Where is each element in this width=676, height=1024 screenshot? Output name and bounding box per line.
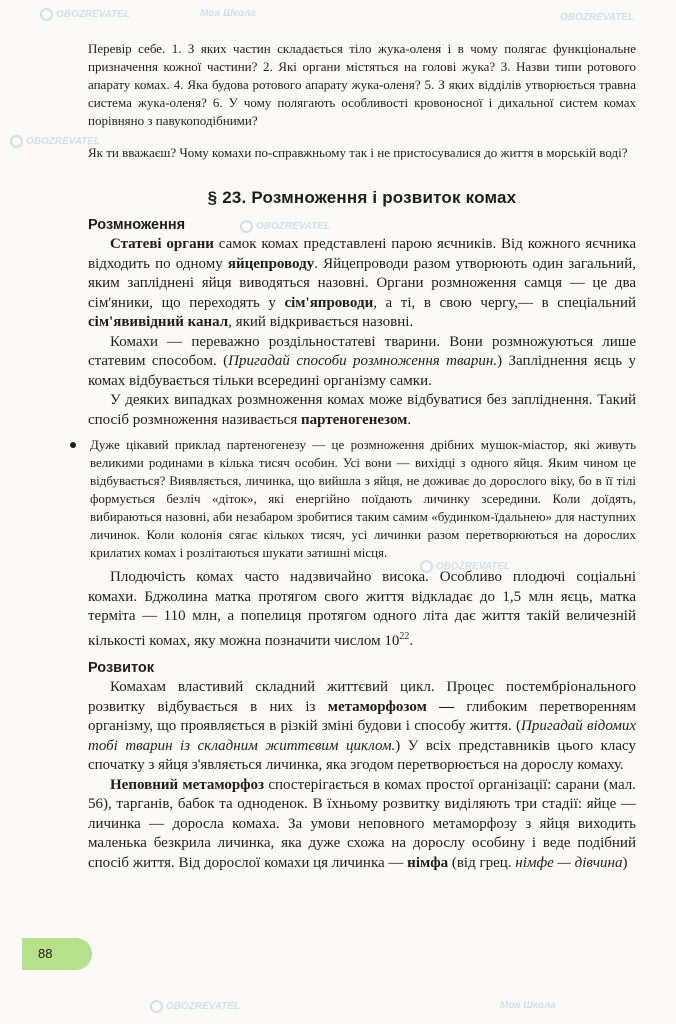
heading-reproduction: Розмноження bbox=[88, 217, 186, 233]
section-title: § 23. Розмноження і розвиток комах bbox=[207, 188, 517, 207]
watermark: OBOZREVATEL bbox=[10, 135, 100, 148]
paragraph: У деяких випадках розмноження комах може відбуватися без запліднення. Такий спосіб розмноження називається партеногенезом. bbox=[88, 392, 636, 428]
watermark: OBOZREVATEL bbox=[40, 8, 130, 21]
paragraph: Комахи — переважно роздільностатеві тварини. Вони розмножуються лише статевим способом. (Пригадай способи розмноження тварин.) Запліднення яєць у комах відбувається тільки всередині організму самки. bbox=[88, 333, 637, 389]
watermark: OBOZREVATEL bbox=[420, 560, 510, 573]
watermark: OBOZREVATEL bbox=[560, 12, 635, 23]
heading-development: Розвиток bbox=[88, 660, 155, 676]
paragraph: Статеві органи самок комах представлені парою яєчників. Від кожного яєчника відходить по одному яйцепроводу. Яйцепроводи разом утворюють один загальний, яким запліднені яйця виводяться назовні. Органи розмноження самця — це два сім'яники, що переходять у сім'япроводи, а ті, в свою чергу,— в спеціальний сім'явивідний канал, який відкривається назовні. bbox=[88, 236, 637, 330]
paragraph: Комахам властивий складний життєвий цикл. Процес постембріонального розвитку відбувається в них із метаморфозом — глибоким перетворенням організму, що проявляється в різкій зміні будови і способу життя. (Пригадай відомих тобі тварин із складним життєвим циклом.) У всіх представників цього класу спочатку з яйця з'являється личинка, яка згодом перетворюється на дорослу комаху. bbox=[88, 679, 636, 773]
watermark-logo-icon bbox=[40, 8, 53, 21]
self-check-questions: Перевір себе. 1. З яких частин складається тіло жука-оленя і в чому полягає функціональне призначення кожної частини? 2. Які органи містяться на голові жука? 3. Назви типи ротового апарату комах. 4. Яка будова ротового апарату жука-оленя? 5. З яких відділів утворюється травна система жука-оленя? 6. У чому полягають особливості кровоносної і дихальної систем комах порівняно з павукоподібними? bbox=[88, 41, 636, 128]
watermark-logo-icon bbox=[10, 135, 23, 148]
paragraph: Плодючість комах часто надзвичайно висока. Особливо плодючі соціальні комахи. Бджолина матка протягом свого життя відкладає до 1,5 млн яєць, матка терміта — 110 млн, а попелиця протягом одного літа дає життя такій величезній кількості комах, яку можна позначити числом $10^{22}$. bbox=[88, 569, 636, 649]
textbook-page bbox=[88, 40, 636, 873]
watermark: Моя Школа bbox=[500, 1000, 556, 1011]
think-question: Як ти вважаєш? Чому комахи по-справжньому так і не пристосувалися до життя в морській воді? bbox=[88, 145, 628, 160]
bullet-icon bbox=[70, 442, 76, 448]
interesting-fact-note: Дуже цікавий приклад партеногенезу — це розмноження дрібних мушок-міастор, які живуть великими родинами в кілька тисяч особин. Усі вони — вихідці з одного яйця. Яким чином це відбувається? Виявляється, личинка, що вийшла з яйця, не доживає до дорослого віку, бо в її тілі формується безліч «діток», які енергійно поїдають личинку зсередини. Коли доїдять, вибираються назовні, аби незабаром зробитися таким самим «будинком-їдальнею» для наступних личинок. Коли колонія сягає кількох тисяч, усі личинки разом перетворюються на дорослих крилатих комах і розлітаються шукати затишні місця. bbox=[88, 436, 636, 562]
paragraph: Неповний метаморфоз спостерігається в комах простої організації: сарани (мал. 56), тарганів, бабок та одноденок. В їхньому розвитку виділяють три стадії: яйце — личинка — доросла комаха. За умови неповного метаморфозу з яйця виходить маленька безкрила личинка, яка дуже схожа на дорослу особину і веде подібний спосіб життя. Від дорослої комахи ця личинка — німфа (від грец. німфе — дівчина) bbox=[88, 776, 636, 871]
watermark: OBOZREVATEL bbox=[150, 1000, 240, 1013]
watermark: Моя Школа bbox=[200, 8, 256, 19]
page-number: 88 bbox=[22, 938, 92, 970]
watermark: OBOZREVATEL bbox=[240, 220, 330, 233]
watermark-logo-icon bbox=[150, 1000, 163, 1013]
